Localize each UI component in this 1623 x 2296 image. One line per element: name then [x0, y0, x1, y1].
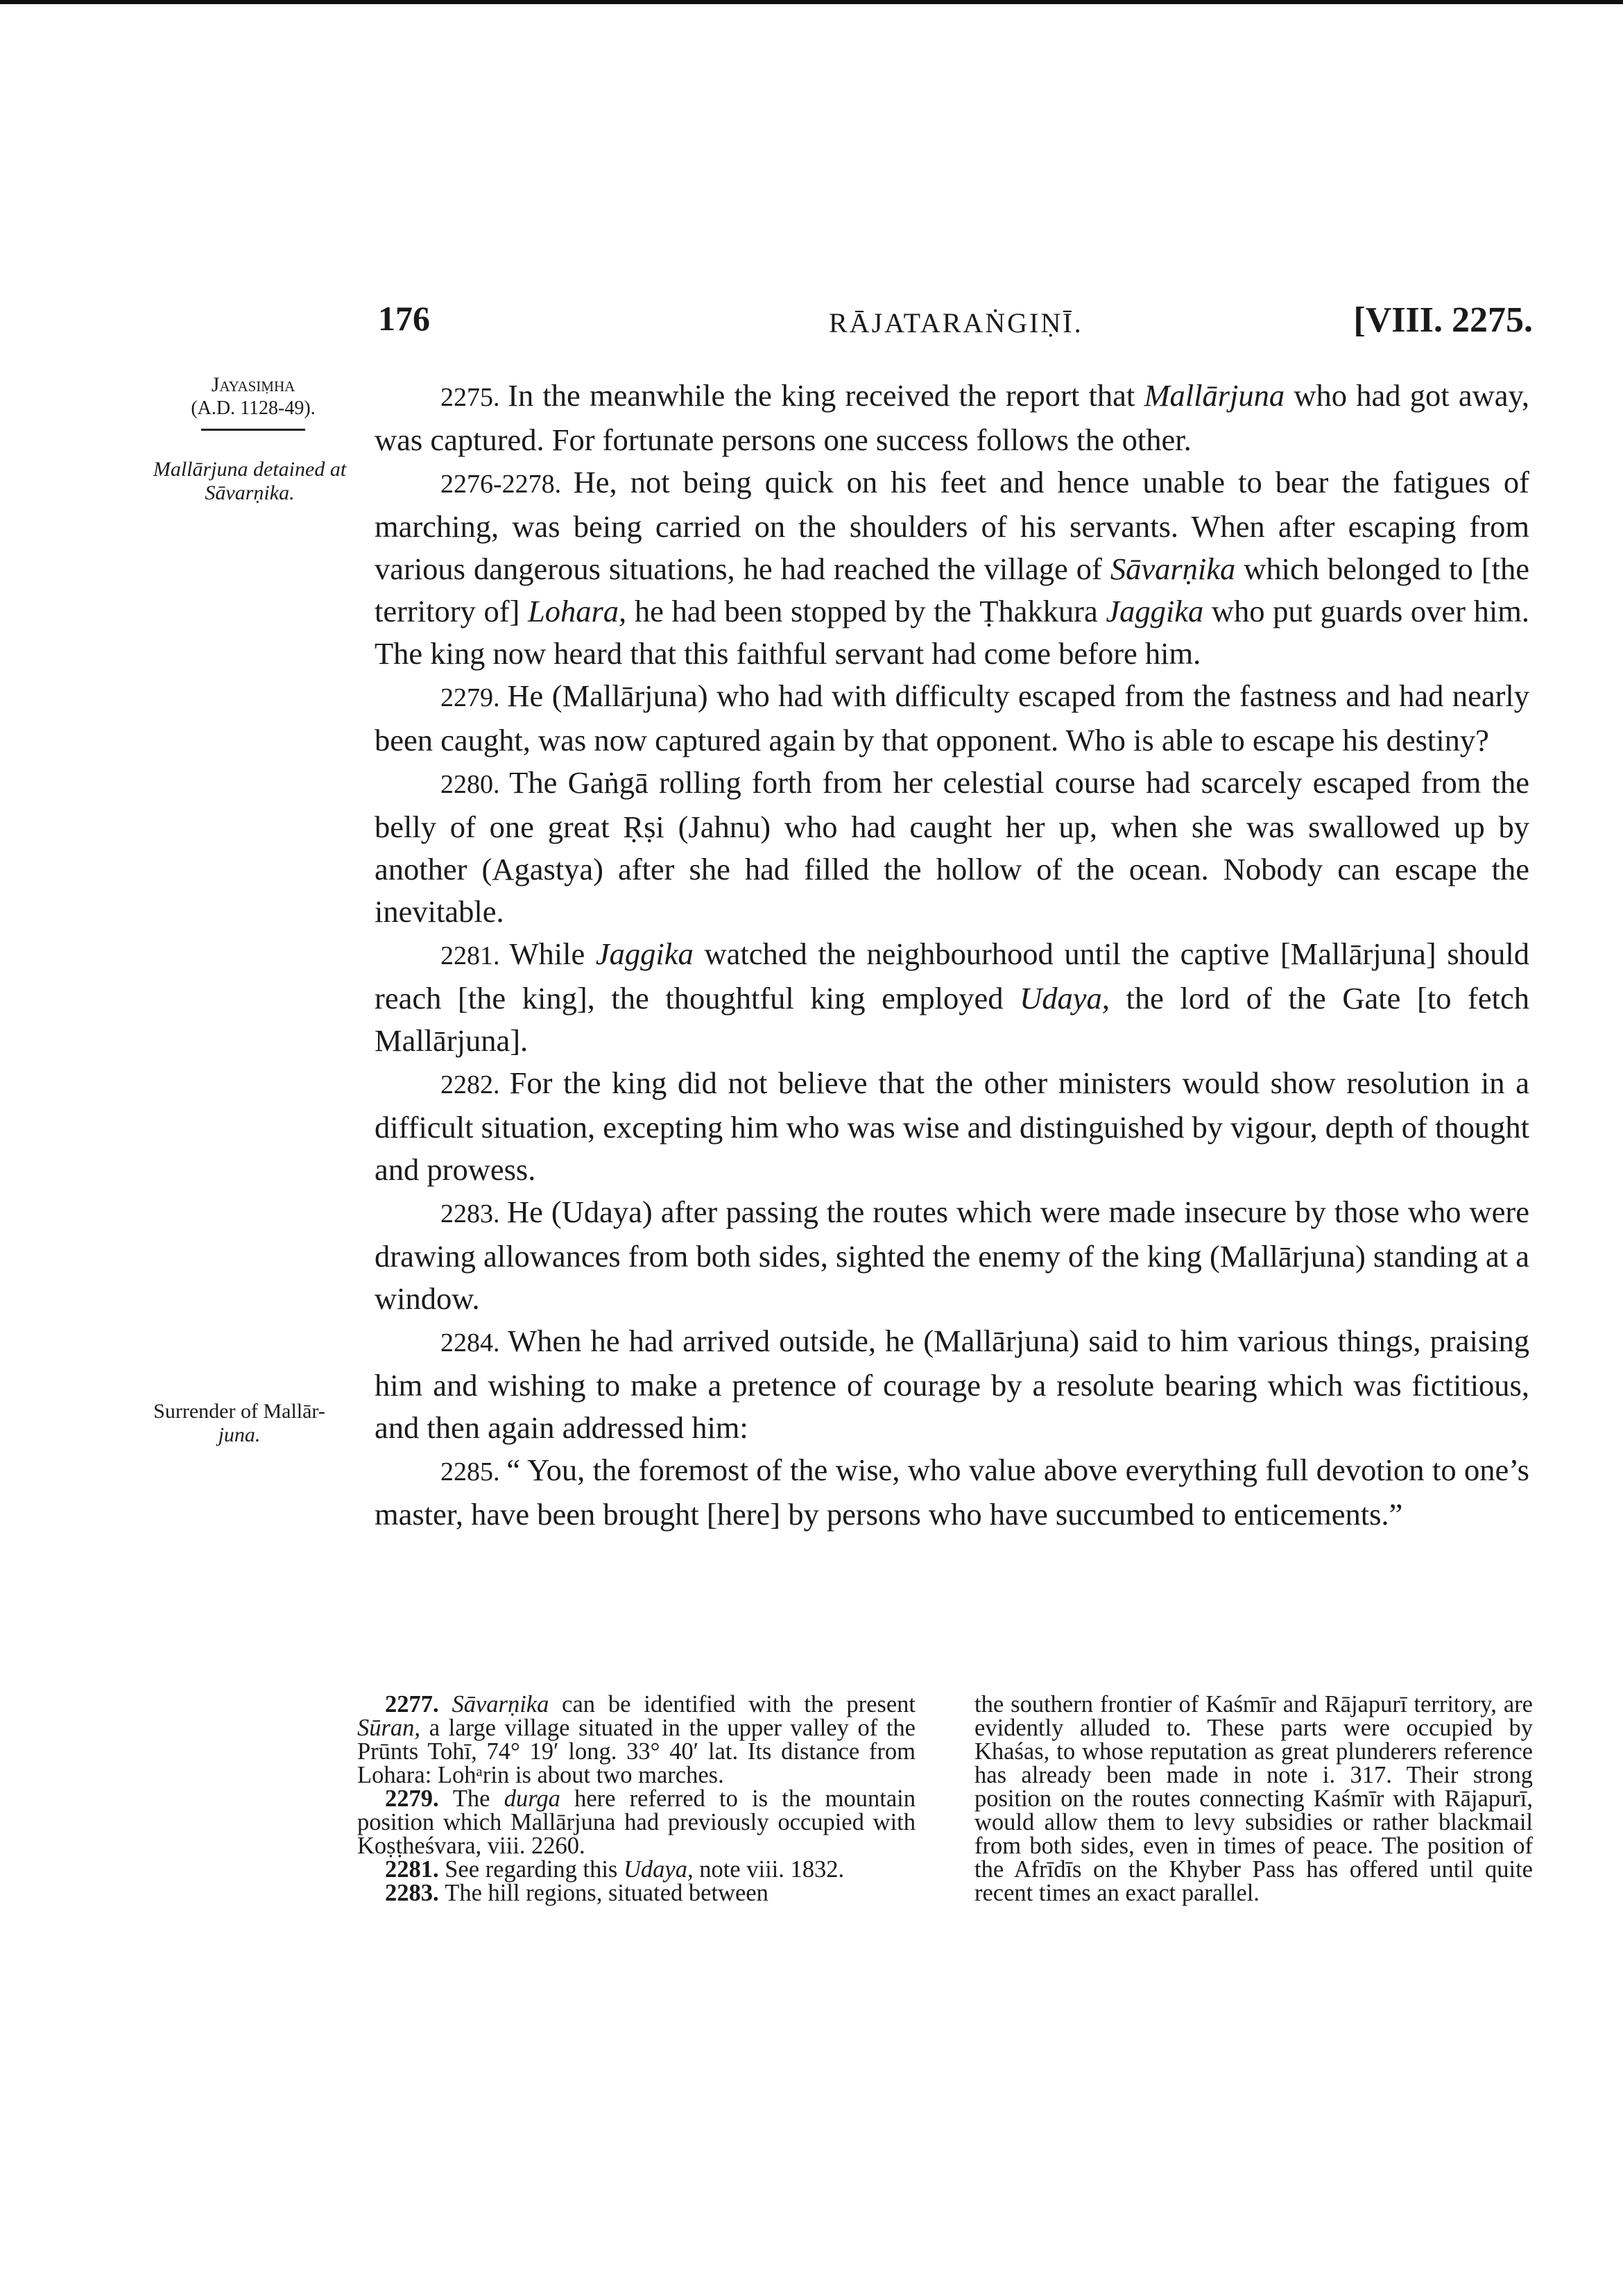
verse-number: 2281.: [440, 941, 510, 970]
margin-rule: [201, 429, 305, 431]
italic-term: durga: [504, 1785, 560, 1812]
italic-term: Lohara,: [527, 594, 627, 628]
verse-number: 2285.: [440, 1457, 507, 1487]
margin-note-line: Sāvarṇika.: [205, 481, 295, 504]
margin-note-line: Jayasiṃha: [211, 373, 295, 396]
italic-term: Sūran,: [357, 1715, 421, 1741]
footnote: 2281. See regarding this Udaya, note viii. 1832.: [385, 1856, 845, 1883]
italic-term: Udaya,: [1020, 981, 1110, 1016]
italic-term: Mallārjuna: [1144, 378, 1285, 413]
verse-number: 2280.: [440, 770, 510, 799]
italic-term: Jaggika: [1106, 594, 1204, 628]
page-number: 176: [378, 299, 430, 338]
verse-number: 2282.: [440, 1070, 510, 1099]
verse-number: 2279.: [440, 683, 508, 712]
verse-paragraph: 2279. He (Mallārjuna) who had with difficulty escaped from the fastness and had nearly been caught, was now captured again by that opponent. Who is able to escape his destiny?: [375, 678, 1530, 757]
margin-note-surrender: [111, 1400, 368, 1447]
margin-note-line: Surrender of Mallār-: [153, 1400, 325, 1423]
footnote-number: 2279.: [385, 1785, 453, 1812]
footnote-number: 2283.: [385, 1880, 445, 1906]
italic-term: Sāvarṇika: [452, 1691, 549, 1717]
footnotes-right-column: [974, 1693, 1533, 1905]
footnote: 2283. The hill regions, situated between: [385, 1880, 768, 1906]
footnote: 2279. The durga here referred to is the mountain position which Mallārjuna had previously occupied with Koṣṭheśvara, viii. 2260.: [357, 1785, 916, 1859]
margin-note-line: Mallārjuna detained at: [153, 458, 347, 481]
footnote-number: 2277.: [385, 1691, 452, 1717]
verse-paragraph: 2281. While Jaggika watched the neighbourhood until the captive [Mallārjuna] should reach [the king], the thoughtful king employed Udaya, the lord of the Gate [to fetch Mallārjuna].: [375, 936, 1530, 1058]
verse-paragraph: 2282. For the king did not believe that the other ministers would show resolution in a difficult situation, excepting him who was wise and distinguished by vigour, depth of thought and prowess.: [375, 1065, 1529, 1187]
italic-term: Sāvarṇika: [1110, 551, 1236, 586]
section-reference: [VIII. 2275.: [1353, 300, 1533, 340]
footnote-number: 2281.: [385, 1856, 445, 1883]
running-title: RĀJATARAṄGIṆĪ.: [829, 307, 1083, 339]
margin-note-detained: [121, 458, 378, 505]
page-header: [378, 291, 1533, 354]
verse-paragraph: 2275. In the meanwhile the king received the report that Mallārjuna who had got away, was captured. For fortunate persons one success follows the other.: [375, 378, 1529, 457]
verse-paragraph: 2283. He (Udaya) after passing the routes which were made insecure by those who were drawing allowances from both sides, sighted the enemy of the king (Mallārjuna) standing at a window.: [375, 1194, 1530, 1316]
margin-note-line: (A.D. 1128-49).: [191, 397, 316, 419]
italic-term: Jaggika: [595, 936, 694, 971]
verse-number: 2276-2278.: [440, 470, 574, 499]
verse-number: 2275.: [440, 383, 508, 412]
verse-number: 2284.: [440, 1328, 508, 1357]
footnote: 2277. Sāvarṇika can be identified with the present Sūran, a large village situated in the upper valley of the Prūnts Tohī, 74° 19′ long. 33° 40′ lat. Its distance from Lohara: Lohᵃrin is about two marches.: [357, 1691, 916, 1788]
italic-term: Udaya,: [623, 1856, 694, 1883]
verse-number: 2283.: [440, 1199, 507, 1228]
footnote: the southern frontier of Kaśmīr and Rājapurī territory, are evidently alluded to. These parts were occupied by Khaśas, to whose reputation as great plunderers reference has already been made in note i. 317. Their strong position on the routes connecting Kaśmīr with Rājapurī, would allow them to levy subsidies or rather blackmail from both sides, even in times of peace. The position of the Afrīdīs on the Khyber Pass has offered until quite recent times an exact parallel.: [974, 1691, 1533, 1906]
margin-note-line: juna.: [218, 1423, 261, 1446]
verse-paragraph: 2280. The Gaṅgā rolling forth from her celestial course had scarcely escaped from the belly of one great Ṛṣi (Jahnu) who had caught her up, when she was swallowed up by another (Agastya) after she had filled the hollow of the ocean. Nobody can escape the inevitable.: [375, 765, 1530, 929]
footnotes: [357, 1693, 1533, 1905]
verse-paragraph: 2276-2278. He, not being quick on his feet and hence unable to bear the fatigues of marching, was being carried on the shoulders of his servants. When after escaping from various dangerous situations, he had reached the village of Sāvarṇika which belonged to [the territory of] Lohara, he had been stopped by the Ṭhakkura Jaggika who put guards over him. The king now heard that this faithful servant had come before him.: [375, 465, 1529, 671]
main-text: [375, 375, 1529, 1536]
margin-note-reign: [125, 373, 381, 431]
top-border: [0, 0, 1623, 4]
footnotes-left-column: [357, 1693, 916, 1905]
verse-paragraph: 2285. “ You, the foremost of the wise, who value above everything full devotion to one’s master, have been brought [here] by persons who have succumbed to enticements.”: [375, 1453, 1529, 1532]
verse-paragraph: 2284. When he had arrived outside, he (Mallārjuna) said to him various things, praising him and wishing to make a pretence of courage by a resolute bearing which was fictitious, and then again addressed him:: [375, 1323, 1530, 1445]
